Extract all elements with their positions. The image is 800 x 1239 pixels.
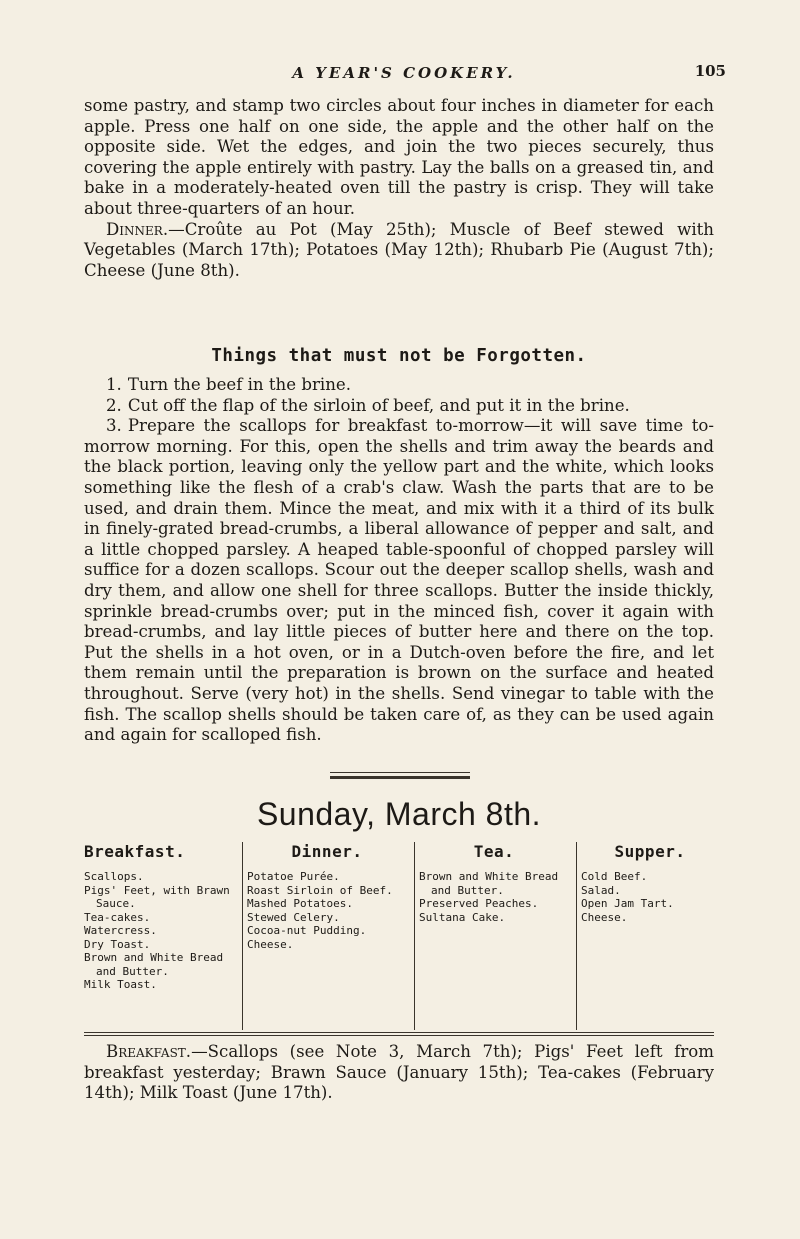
menu-item: Scallops. (84, 870, 144, 883)
menu-item: Sultana Cake. (419, 910, 506, 924)
menu-item: Dry Toast. (84, 937, 151, 951)
menu-heading-supper: Supper. (614, 842, 686, 861)
breakfast-label: Breakfast. (106, 1042, 192, 1061)
day-heading: Sunday, March 8th. (256, 796, 542, 832)
menu-heading-dinner: Dinner. (291, 842, 363, 861)
menu-item: Pigs' Feet, with Brawn Sauce. (84, 883, 230, 910)
reminder-number: 3. (106, 416, 122, 436)
intro-paragraph: some pastry, and stamp two circles about four inches in diameter for each apple. Press one half on one side, the apple and the other half on the opposite side. Wet the edges, and join the two pieces securely, thus covering the apple entirely with pastry. Lay the balls on a greased tin, and bake in a moderately-heated oven till the pastry is crisp. They will take about three-quarters of an hour. (84, 96, 714, 218)
reminder-item (84, 375, 714, 396)
menu-column-dinner (242, 842, 407, 1030)
menu-item: Roast Sirloin of Beef. (247, 883, 393, 897)
page-number: 105 (694, 62, 726, 80)
menu-item: Salad. (581, 883, 621, 897)
menu-column-supper (576, 842, 719, 1030)
reminder-item (84, 416, 714, 746)
menu-list-supper (581, 870, 719, 924)
menu-item: Potatoe Purée. (247, 870, 340, 883)
intro-text (84, 96, 714, 281)
menu-list-breakfast (84, 870, 232, 992)
menu-item: Cheese. (247, 937, 294, 951)
menu-item: Cold Beef. (581, 870, 648, 883)
dinner-label: Dinner. (106, 219, 169, 239)
reminders-heading: Things that must not be Forgotten. (211, 346, 587, 366)
menu-item: Brown and White Bread and Butter. (84, 951, 224, 978)
reminder-text: Prepare the scallops for breakfast to-morrow—it will save time to-morrow morning. For this, open the shells and trim away the beards and the black portion, leaving only the yellow part and the white, which looks something like the flesh of a crab's claw. Wash the parts that are to be used, and drain them. Mince the meat, and mix with it a third of its bulk in finely-grated bread-crumbs, a liberal allowance of pepper and salt, and a little chopped parsley. A heaped table-spoonful of chopped parsley will suffice for a dozen scallops. Scour out the deeper scallop shells, wash and dry them, and allow one shell for three scallops. Butter the inside thickly, sprinkle bread-crumbs over; put in the minced fish, cover it again with bread-crumbs, and lay little pieces of butter here and there on the top. Put the shells in a hot oven, or in a Dutch-oven before the fire, and let them remain until the preparation is brown on the surface and heated throughout. Serve (very hot) in the shells. Send vinegar to table with the fish. The scallop shells should be taken care of, as they can be used again and again for scalloped fish. (84, 416, 714, 745)
menu-item: Tea-cakes. (84, 910, 151, 924)
menu-item: Watercress. (84, 924, 157, 937)
menu-item: Mashed Potatoes. (247, 897, 353, 910)
menu-column-breakfast (84, 842, 232, 1030)
ornamental-rule (330, 772, 470, 773)
menu-heading-breakfast: Breakfast. (84, 842, 186, 861)
menu-item: Preserved Peaches. (419, 897, 539, 910)
running-title: A YEAR'S COOKERY. (292, 64, 516, 82)
table-rule-double (84, 1035, 714, 1036)
reminder-item (84, 396, 714, 417)
menu-item: Open Jam Tart. (581, 897, 674, 910)
breakfast-note (84, 1042, 714, 1104)
reminder-number: 2. (106, 395, 122, 415)
menu-list-tea (419, 870, 569, 924)
breakfast-text: —Scallops (see Note 3, March 7th); Pigs' Feet left from breakfast yesterday; Brawn Sauce (January 15th); Tea-cakes (February 14th); Milk Toast (June 17th). (84, 1042, 714, 1103)
reminder-text: Turn the beef in the brine. (127, 375, 351, 394)
running-head (82, 64, 726, 90)
menu-item: Cocoa-nut Pudding. (247, 924, 367, 937)
reminders-list (84, 375, 714, 746)
menu-item: Brown and White Bread and Butter. (419, 870, 559, 897)
reminder-number: 1. (106, 375, 122, 394)
reminder-text: Cut off the flap of the sirloin of beef, and put it in the brine. (127, 395, 630, 415)
menu-heading-tea: Tea. (473, 842, 515, 861)
menu-item: Cheese. (581, 910, 628, 924)
dinner-text: —Croûte au Pot (May 25th); Muscle of Beef stewed with Vegetables (March 17th); Potatoes (May 12th); Rhubarb Pie (August 7th); Cheese (June 8th). (84, 219, 714, 280)
menu-table (84, 842, 714, 1032)
menu-item: Milk Toast. (84, 978, 157, 991)
menu-column-tea (414, 842, 569, 1030)
dinner-paragraph (84, 220, 714, 282)
menu-item: Stewed Celery. (247, 910, 340, 924)
table-rule (84, 1032, 714, 1033)
menu-list-dinner (247, 870, 407, 951)
breakfast-paragraph (84, 1042, 714, 1104)
ornamental-rule-thick (330, 776, 470, 779)
